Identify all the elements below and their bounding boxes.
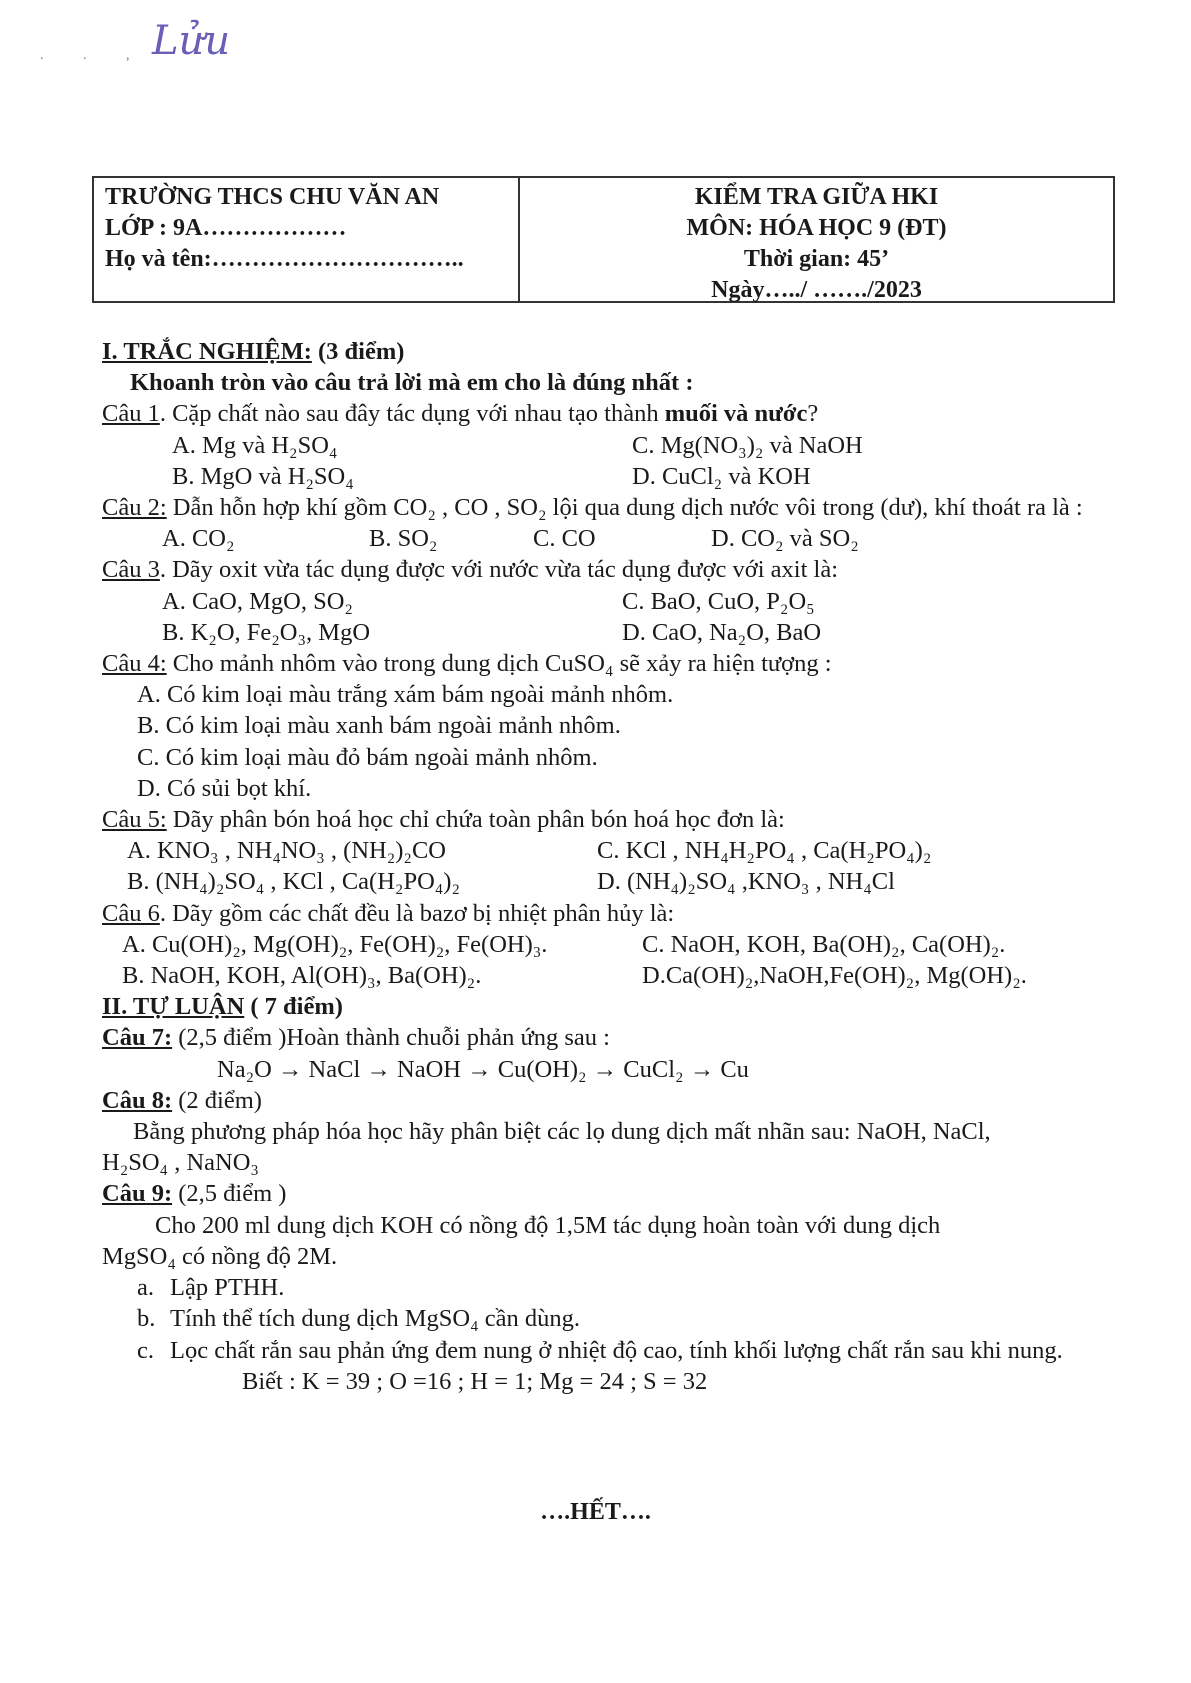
q6-option-a[interactable]: A. Cu(OH)₂, Mg(OH)₂, Fe(OH)₂, Fe(OH)₃. <box>122 930 548 958</box>
question-2 <box>102 492 1112 523</box>
q1-option-a[interactable]: A. Mg và H₂SO₄ <box>172 431 338 459</box>
question-4 <box>102 648 1112 679</box>
q4-option-d[interactable]: D. Có sủi bọt khí. <box>137 774 312 802</box>
q6-option-c[interactable]: C. NaOH, KOH, Ba(OH)₂, Ca(OH)₂. <box>642 930 1006 958</box>
q5-row-1 <box>102 835 1112 866</box>
q6-option-b[interactable]: B. NaOH, KOH, Al(OH)₃, Ba(OH)₂. <box>122 962 482 990</box>
q5-option-c[interactable]: C. KCl , NH₄H₂PO₄ , Ca(H₂PO₄)₂ <box>597 837 932 865</box>
q5-option-a[interactable]: A. KNO₃ , NH₄NO₃ , (NH₂)₂CO <box>127 837 446 865</box>
q5-option-b[interactable]: B. (NH₄)₂SO₄ , KCl , Ca(H₂PO₄)₂ <box>127 868 460 896</box>
q7-text: (2,5 điểm )Hoàn thành chuỗi phản ứng sau : <box>172 1024 610 1052</box>
q8-body-2: H₂SO₄ , NaNO₃ <box>102 1149 259 1177</box>
q7-label: Câu 7: <box>102 1024 173 1052</box>
question-7 <box>102 1022 1112 1053</box>
q9-sub-b <box>137 1303 1112 1334</box>
q2-options <box>102 523 1112 554</box>
q1-option-b[interactable]: B. MgO và H₂SO₄ <box>172 462 354 490</box>
end-marker: ….HẾT…. <box>540 1499 651 1525</box>
q2-text: Dẫn hỗn hợp khí gồm CO₂ , CO , SO₂ lội qua dung dịch nước vôi trong (dư), khí thoát ra là : <box>166 494 1083 522</box>
part1-title: I. TRẮC NGHIỆM: <box>102 338 312 365</box>
q3-label: Câu 3 <box>102 556 160 584</box>
part2-points: ( 7 điểm) <box>244 993 343 1021</box>
q6-label: Câu 6 <box>102 899 160 927</box>
exam-time: Thời gian: 45’ <box>743 246 890 272</box>
q1-end: ? <box>807 400 819 428</box>
q1-bold: muối và nước <box>664 400 808 428</box>
q9-a-text: Lập PTHH. <box>170 1274 285 1302</box>
q9-label: Câu 9: <box>102 1180 173 1208</box>
part2-title: II. TỰ LUẬN <box>102 993 245 1021</box>
handwritten-note: Lửu <box>152 18 231 64</box>
exam-info <box>520 178 1113 301</box>
q2-option-d[interactable]: D. CO₂ và SO₂ <box>711 525 859 553</box>
exam-body <box>102 336 1112 1397</box>
stray-marks: . . , <box>40 48 148 63</box>
school-name: TRƯỜNG THCS CHU VĂN AN <box>105 184 440 210</box>
q3-option-a[interactable]: A. CaO, MgO, SO₂ <box>162 587 353 615</box>
q1-text: . Cặp chất nào sau đây tác dụng với nhau tạo thành <box>159 400 665 428</box>
q5-text: Dãy phân bón hoá học chỉ chứa toàn phân bón hoá học đơn là: <box>166 806 785 834</box>
q8-text: (2 điểm) <box>172 1086 262 1114</box>
question-8 <box>102 1085 1112 1116</box>
q9-c-text: Lọc chất rắn sau phản ứng đem nung ở nhiệt độ cao, tính khối lượng chất rắn sau khi nung. <box>170 1336 1063 1364</box>
q6-text: . Dãy gồm các chất đều là bazơ bị nhiệt phân hủy là: <box>159 899 675 927</box>
q3-option-c[interactable]: C. BaO, CuO, P₂O₅ <box>622 587 815 615</box>
q6-option-d[interactable]: D.Ca(OH)₂,NaOH,Fe(OH)₂, Mg(OH)₂. <box>642 962 1027 990</box>
exam-date: Ngày…../ ……./2023 <box>711 277 922 303</box>
q9-b-text: Tính thể tích dung dịch MgSO₄ cần dùng. <box>170 1305 581 1333</box>
subject: MÔN: HÓA HỌC 9 (ĐT) <box>686 215 947 241</box>
question-1 <box>102 398 1112 429</box>
part1-instruction: Khoanh tròn vào câu trả lời mà em cho là đúng nhất : <box>130 369 694 397</box>
exam-header <box>92 176 1115 303</box>
q2-option-c[interactable]: C. CO <box>533 525 596 553</box>
q8-body: Bằng phương pháp hóa học hãy phân biệt các lọ dung dịch mất nhãn sau: NaOH, NaCl, <box>133 1118 991 1146</box>
part1-points: (3 điểm) <box>317 338 405 365</box>
q4-label: Câu 4: <box>102 650 167 678</box>
reaction-chain: Na₂O → NaCl → NaOH → Cu(OH)₂ → CuCl₂ → Cu <box>217 1055 749 1083</box>
q4-option-b[interactable]: B. Có kim loại màu xanh bám ngoài mảnh nhôm. <box>137 712 621 740</box>
student-info <box>94 178 520 301</box>
q6-row-2 <box>102 960 1112 991</box>
q5-label: Câu 5: <box>102 806 167 834</box>
question-5 <box>102 804 1112 835</box>
q1-option-c[interactable]: C. Mg(NO₃)₂ và NaOH <box>632 431 863 459</box>
q2-option-b[interactable]: B. SO₂ <box>369 525 438 553</box>
part2-heading <box>102 991 1112 1022</box>
q1-row-1 <box>102 430 1112 461</box>
q3-row-2 <box>102 617 1112 648</box>
q2-option-a[interactable]: A. CO₂ <box>162 525 235 553</box>
q5-option-d[interactable]: D. (NH₄)₂SO₄ ,KNO₃ , NH₄Cl <box>597 868 895 896</box>
q4-option-a[interactable]: A. Có kim loại màu trắng xám bám ngoài mảnh nhôm. <box>137 681 674 709</box>
q3-row-1 <box>102 586 1112 617</box>
question-3 <box>102 554 1112 585</box>
q8-label: Câu 8: <box>102 1086 173 1114</box>
given-atomic-masses: Biết : K = 39 ; O =16 ; H = 1; Mg = 24 ; S = 32 <box>242 1367 708 1395</box>
q1-row-2 <box>102 461 1112 492</box>
q4-option-c[interactable]: C. Có kim loại màu đỏ bám ngoài mảnh nhôm. <box>137 743 598 771</box>
q9-body-2: MgSO₄ có nồng độ 2M. <box>102 1242 338 1270</box>
name-line: Họ và tên:………………………….. <box>105 246 464 272</box>
question-9 <box>102 1178 1112 1209</box>
question-6 <box>102 898 1112 929</box>
q9-subquestions <box>102 1272 1112 1366</box>
q9-text: (2,5 điểm ) <box>172 1180 287 1208</box>
q9-c-label: c. <box>137 1336 154 1364</box>
exam-title: KIỂM TRA GIỮA HKI <box>694 184 939 210</box>
q1-label: Câu 1 <box>102 400 160 428</box>
q9-sub-a <box>137 1272 1112 1303</box>
q5-row-2 <box>102 866 1112 897</box>
q6-row-1 <box>102 929 1112 960</box>
class-line: LỚP : 9A……………… <box>105 215 347 241</box>
q2-label: Câu 2: <box>102 494 167 522</box>
q3-text: . Dãy oxit vừa tác dụng được với nước vừa tác dụng được với axit là: <box>159 556 839 584</box>
q9-a-label: a. <box>137 1274 154 1302</box>
q9-b-label: b. <box>137 1305 156 1333</box>
q3-option-b[interactable]: B. K₂O, Fe₂O₃, MgO <box>162 618 371 646</box>
q1-option-d[interactable]: D. CuCl₂ và KOH <box>632 462 811 490</box>
part1-heading <box>102 336 1112 367</box>
q4-text: Cho mảnh nhôm vào trong dung dịch CuSO₄ sẽ xảy ra hiện tượng : <box>166 650 832 678</box>
q9-sub-c <box>137 1335 1112 1366</box>
q9-body: Cho 200 ml dung dịch KOH có nồng độ 1,5M tác dụng hoàn toàn với dung dịch <box>155 1211 941 1239</box>
q3-option-d[interactable]: D. CaO, Na₂O, BaO <box>622 618 822 646</box>
